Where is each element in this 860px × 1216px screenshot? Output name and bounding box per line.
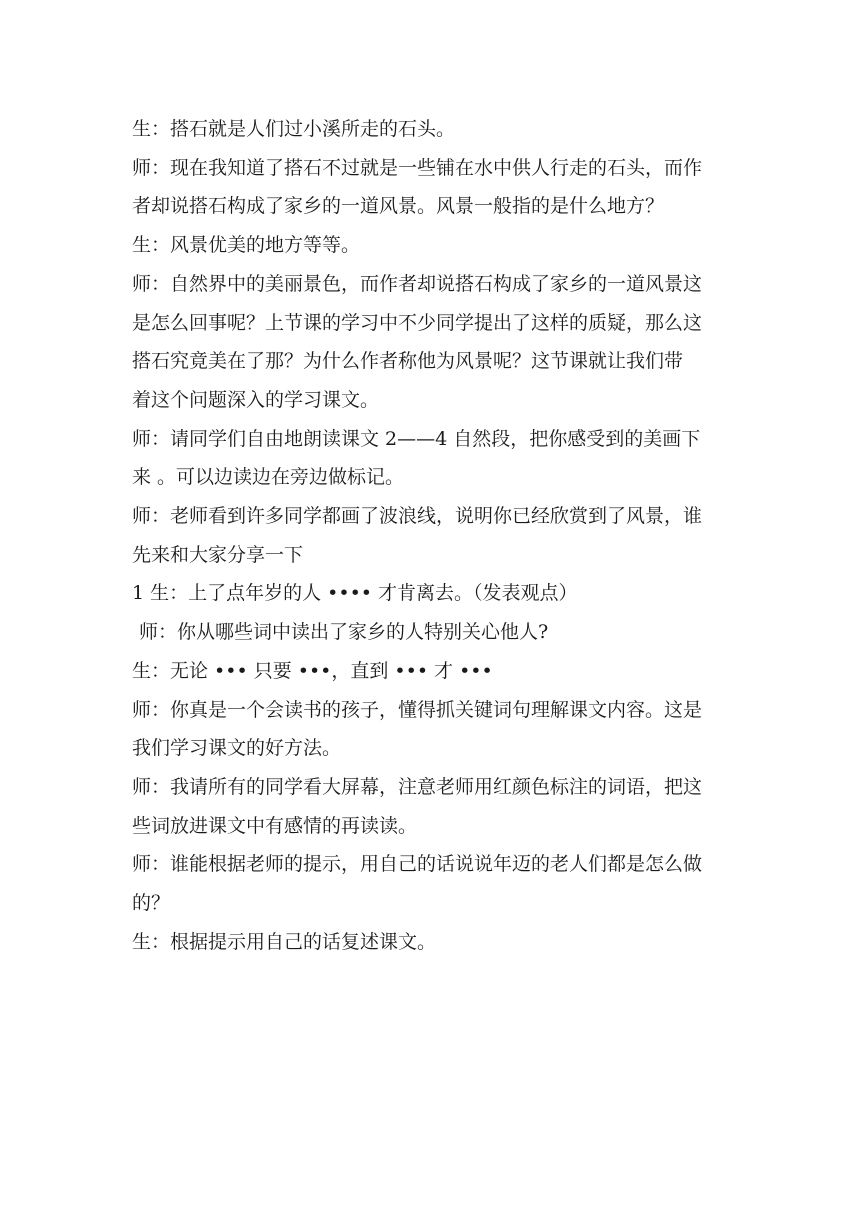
paragraph-teacher-praise bbox=[132, 691, 732, 768]
text-line: 生：根据提示用自己的话复述课文。 bbox=[132, 930, 437, 953]
paragraph-student-answer-2 bbox=[132, 226, 732, 265]
text-line: 来 。可以边读边在旁边做标记。 bbox=[132, 466, 405, 489]
text-line: 生：搭石就是人们过小溪所走的石头。 bbox=[132, 118, 456, 140]
paragraph-teacher-introduction bbox=[132, 265, 732, 420]
paragraph-teacher-retell-question bbox=[132, 845, 732, 922]
text-line: 搭石究竟美在了那？为什么作者称他为风景呢？这节课就让我们带 bbox=[132, 350, 684, 373]
text-line: 者却说搭石构成了家乡的一道风景。风景一般指的是什么地方？ bbox=[132, 195, 665, 218]
paragraph-teacher-question-scenery bbox=[132, 149, 732, 226]
paragraph-student-keywords bbox=[132, 652, 732, 691]
text-line: 师：老师看到许多同学都画了波浪线，说明你已经欣赏到了风景，谁 bbox=[132, 505, 703, 528]
text-line: 师：请同学们自由地朗读课文 2——4 自然段，把你感受到的美画下 bbox=[132, 427, 701, 450]
text-line: 1 生：上了点年岁的人 •••• 才肯离去。（发表观点） bbox=[132, 582, 578, 605]
text-line: 我们学习课文的好方法。 bbox=[132, 737, 342, 760]
text-line: 师：你从哪些词中读出了家乡的人特别关心他人? bbox=[139, 621, 549, 644]
paragraph-student-1-opinion bbox=[132, 574, 732, 613]
text-line: 师：自然界中的美丽景色，而作者却说搭石构成了家乡的一道风景这 bbox=[132, 272, 703, 295]
paragraph-student-answer-1 bbox=[132, 110, 732, 149]
paragraph-teacher-reading-task bbox=[132, 420, 732, 497]
text-line: 的？ bbox=[132, 892, 171, 915]
paragraph-student-retell bbox=[132, 923, 732, 962]
text-line: 师：谁能根据老师的提示，用自己的话说说年迈的老人们都是怎么做 bbox=[132, 853, 703, 876]
paragraph-teacher-screen-task bbox=[132, 768, 732, 845]
text-line: 师：现在我知道了搭石不过就是一些铺在水中供人行走的石头，而作 bbox=[132, 156, 703, 179]
text-line: 生：风景优美的地方等等。 bbox=[132, 234, 361, 257]
text-line: 先来和大家分享一下 bbox=[132, 543, 304, 566]
text-line: 些词放进课文中有感情的再读读。 bbox=[132, 814, 418, 837]
document-body bbox=[132, 110, 732, 961]
text-line: 师：你真是一个会读书的孩子，懂得抓关键词句理解课文内容。这是 bbox=[132, 698, 703, 721]
text-line: 生：无论 ••• 只要 •••，直到 ••• 才 ••• bbox=[132, 659, 493, 682]
text-line: 着这个问题深入的学习课文。 bbox=[132, 388, 380, 411]
paragraph-teacher-keyword-question bbox=[132, 613, 732, 652]
text-line: 是怎么回事呢？上节课的学习中不少同学提出了这样的质疑，那么这 bbox=[132, 311, 703, 334]
text-line: 师：我请所有的同学看大屏幕，注意老师用红颜色标注的词语，把这 bbox=[132, 775, 703, 798]
paragraph-teacher-share-prompt bbox=[132, 497, 732, 574]
